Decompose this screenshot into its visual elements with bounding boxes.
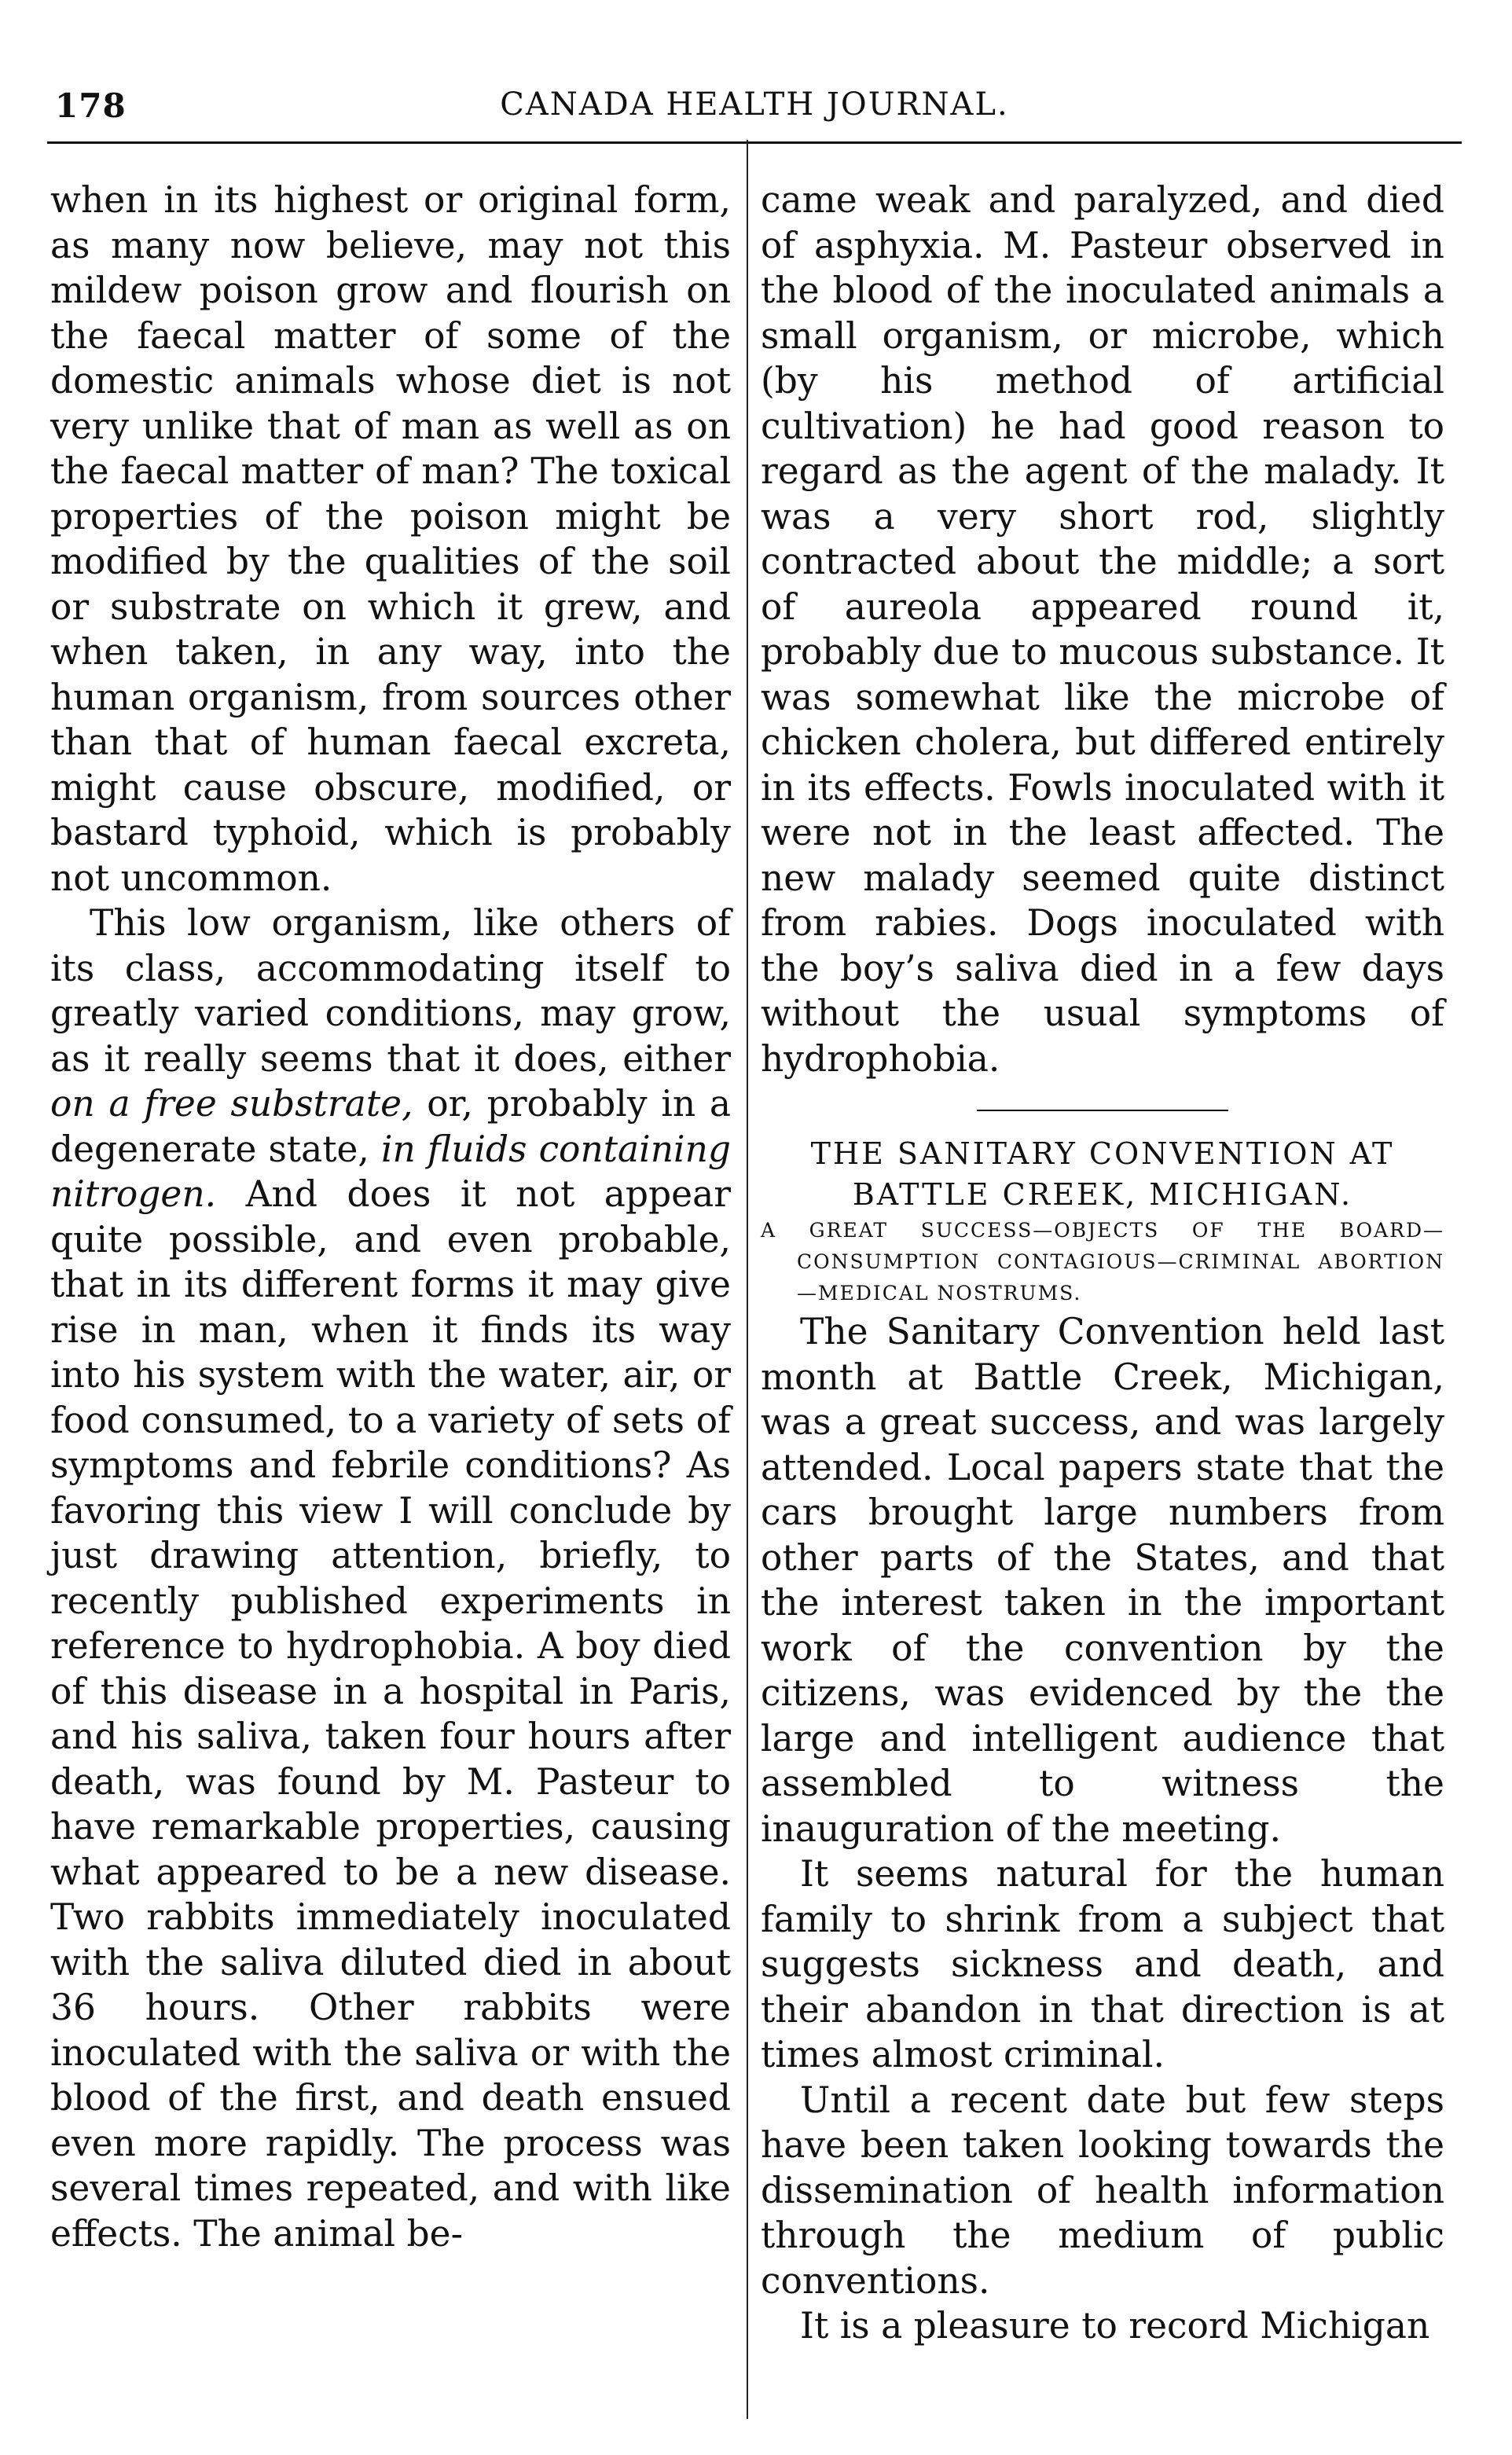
right-paragraph-3: It seems natural for the human family to shrink from a subject that suggests sickness and death, and their abandon in that direction is at times almost criminal.	[761, 1853, 1444, 2075]
left-column	[50, 178, 731, 2256]
section-title: THE SANITARY CONVENTION AT BATTLE CREEK, MICHIGAN.	[810, 1136, 1395, 1212]
left-paragraph-2-text-b: or, probably in a degenerate state,	[50, 1083, 732, 1170]
page-header	[47, 82, 1462, 137]
section-divider	[977, 1110, 1228, 1111]
page-number: 178	[55, 86, 127, 125]
section-subhead: A GREAT SUCCESS—OBJECTS OF THE BOARD—CONSUMPTION CONTAGIOUS—CRIMINAL ABORTION—MEDICAL NOSTRUMS.	[761, 1219, 1444, 1305]
header-rule	[47, 141, 1462, 144]
column-rule	[747, 140, 748, 2419]
left-paragraph-2-text-a: This low organism, like others of its class, accommodating itself to greatly varied conditions, may grow, as it really seems that it does, either	[50, 902, 731, 1080]
right-column	[761, 178, 1444, 2349]
right-paragraph-5: It is a pleasure to record Michigan	[800, 2305, 1430, 2347]
right-paragraph-4: Until a recent date but few steps have been taken looking towards the dissemination of health information through the medium of public conventions.	[761, 2079, 1444, 2302]
left-paragraph-2	[50, 901, 731, 2256]
left-paragraph-2-emphasis-2: in fluids containing nitrogen.	[50, 1128, 731, 1215]
left-paragraph-2-text-c: And does it not appear quite possible, and even probable, that in its different forms it may give rise in man, when it finds its way into his system with the water, air, or food consumed, to a variety of sets of symptoms and febrile conditions? As favoring this view I will conclude by just drawing attention, briefly, to recently published experiments in reference to hydrophobia. A boy died of this disease in a hospital in Paris, and his saliva, taken four hours after death, was found by M. Pasteur to have remarkable properties, causing what appeared to be a new disease. Two rabbits immediately inoculated with the saliva diluted died in about 36 hours. Other rabbits were inoculated with the saliva or with the blood of the first, and death ensued even more rapidly. The process was several times repeated, and with like effects. The animal be-	[50, 1173, 731, 2255]
right-paragraph-2: The Sanitary Convention held last month at Battle Creek, Michigan, was a great success, and was largely attended. Local papers state that the cars brought large numbers from other parts of the States, and that the interest taken in the important work of the convention by the citizens, was evidenced by the the large and intelligent audience that assembled to witness the inauguration of the meeting.	[761, 1311, 1444, 1850]
left-paragraph-1: when in its highest or original form, as many now believe, may not this mildew poison grow and flourish on the faecal matter of some of the domestic animals whose diet is not very unlike that of man as well as on the faecal matter of man? The toxical properties of the poison might be modified by the qualities of the soil or substrate on which it grew, and when taken, in any way, into the human organism, from sources other than that of human faecal excreta, might cause obscure, modified, or bastard typhoid, which is probably not uncommon.	[50, 179, 731, 899]
running-head: CANADA HEALTH JOURNAL.	[500, 86, 1009, 123]
left-paragraph-2-emphasis-1: on a free substrate,	[50, 1083, 413, 1125]
right-paragraph-1: came weak and paralyzed, and died of asphyxia. M. Pasteur observed in the blood of the inoculated animals a small organism, or microbe, which (by his method of artificial cultivation) he had good reason to regard as the agent of the malady. It was a very short rod, slightly contracted about the middle; a sort of aureola appeared round it, probably due to mucous substance. It was somewhat like the microbe of chicken cholera, but differed entirely in its effects. Fowls inoculated with it were not in the least affected. The new malady seemed quite distinct from rabies. Dogs inoculated with the boy’s saliva died in a few days without the usual symptoms of hydrophobia.	[761, 179, 1444, 1080]
